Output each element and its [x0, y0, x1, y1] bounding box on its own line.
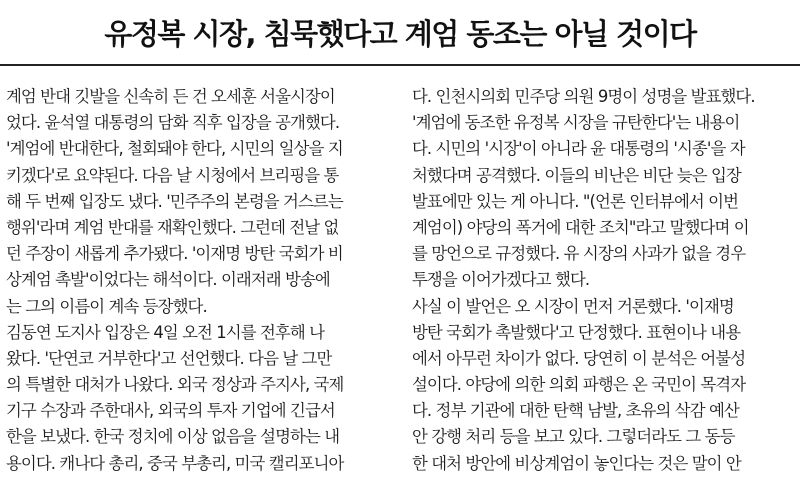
text-line: 상계엄 촉발'이었다는 해석이다. 이래저래 방송에	[6, 270, 330, 290]
article-headline: 유정복 시장, 침묵했다고 계엄 동조는 아닐 것이다	[104, 16, 696, 51]
text-line: 투쟁을 이어가겠다고 했다.	[412, 270, 590, 290]
text-line: 다. 시민의 '시장'이 아니라 윤 대통령의 '시종'을 자	[412, 139, 745, 159]
text-line: '계엄에 동조한 유정복 시장을 규탄한다'는 내용이	[412, 113, 740, 133]
text-line: 는 그의 이름이 계속 등장했다.	[6, 296, 207, 316]
text-line: 김동연 도지사 입장은 4일 오전 1시를 전후해 나	[6, 322, 325, 342]
text-line: 계엄이) 야당의 폭거에 대한 조치"라고 말했다며 이	[412, 217, 749, 237]
text-line: 에서 아무런 차이가 없다. 당연히 이 분석은 어불성	[412, 348, 746, 368]
text-line: 의 특별한 대처가 나왔다. 외국 정상과 주지사, 국제	[6, 375, 344, 395]
text-line: 계엄 반대 깃발을 신속히 든 건 오세훈 서울시장이	[6, 87, 335, 106]
text-line: 를 망언으로 규정했다. 유 시장의 사과가 없을 경우	[412, 244, 746, 264]
text-line: 키겠다'로 요약된다. 다음 날 시청에서 브리핑을 통	[6, 165, 339, 185]
text-line: 던 주장이 새롭게 추가됐다. '이재명 방탄 국회가 비	[6, 244, 343, 264]
article-column-left	[6, 84, 388, 477]
text-line: 방탄 국회가 촉발했다'고 단정했다. 표현이나 내용	[412, 322, 741, 342]
text-line: '계엄에 반대한다, 철회돼야 한다, 시민의 일상을 지	[6, 139, 343, 159]
text-line: 었다. 윤석열 대통령의 담화 직후 입장을 공개했다.	[6, 113, 340, 133]
headline-divider	[0, 64, 800, 66]
article-column-right	[412, 84, 794, 477]
text-line: 발표에만 있는 게 아니다. "(언론 인터뷰에서 이번	[412, 191, 739, 211]
text-line: 행위'라며 계엄 반대를 재확인했다. 그런데 전날 없	[6, 217, 339, 237]
text-line: 다. 정부 기관에 대한 탄핵 남발, 초유의 삭감 예산	[412, 401, 739, 421]
text-line: 처했다며 공격했다. 이들의 비난은 비단 늦은 입장	[412, 165, 741, 185]
text-line: 용이다. 캐나다 총리, 중국 부총리, 미국 캘리포니아	[6, 453, 344, 473]
text-line: 기구 수장과 주한대사, 외국의 투자 기업에 긴급서	[6, 401, 335, 421]
text-line: 왔다. '단연코 거부한다'고 선언했다. 다음 날 그만	[6, 348, 332, 368]
text-line: 사실 이 발언은 오 시장이 먼저 거론했다. '이재명	[412, 296, 734, 316]
text-line: 설이다. 야당에 의한 의회 파행은 온 국민이 목격자	[412, 375, 746, 395]
text-line: 안 강행 처리 등을 보고 있다. 그렇더라도 그 동등	[412, 427, 735, 447]
text-line: 한을 보냈다. 한국 정치에 이상 없음을 설명하는 내	[6, 427, 340, 447]
text-line: 해 두 번째 입장도 냈다. '민주주의 본령을 거스르는	[6, 191, 343, 211]
text-line: 한 대처 방안에 비상계엄이 놓인다는 것은 말이 안	[412, 453, 741, 473]
text-line: 다. 인천시의회 민주당 의원 9명이 성명을 발표했다.	[412, 87, 755, 106]
